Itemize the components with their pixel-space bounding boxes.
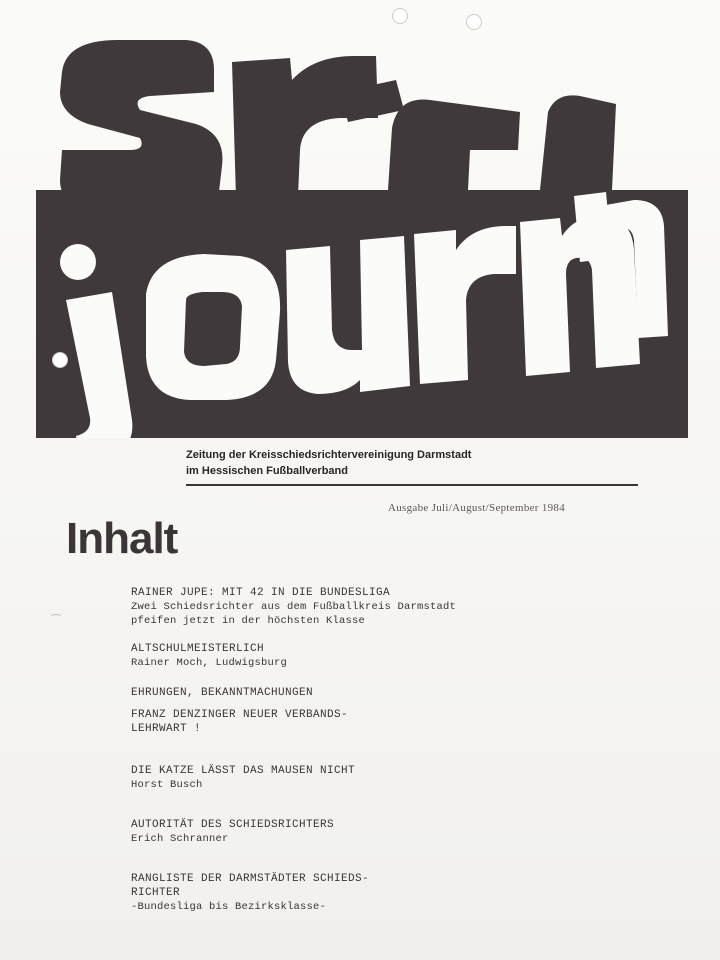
toc-item <box>131 872 571 920</box>
subtitle-line-1: Zeitung der Kreisschiedsrichtervereinigung Darmstadt <box>186 449 472 461</box>
logo-letter-r <box>232 56 378 198</box>
punch-hole <box>52 352 68 368</box>
toc-item-title: EHRUNGEN, BEKANNTMACHUNGEN <box>131 687 314 699</box>
toc-item-subtitle: Rainer Moch, Ludwigsburg <box>131 657 288 669</box>
punch-hole <box>392 8 408 24</box>
margin-mark <box>50 614 62 621</box>
toc-item <box>131 708 571 764</box>
subtitle-rule <box>186 484 638 486</box>
logo-letter-l <box>574 192 612 262</box>
toc-item <box>131 686 571 708</box>
toc-item <box>131 586 571 642</box>
toc-item-title: DIE KATZE LÄSST DAS MAUSEN NICHT <box>131 765 356 777</box>
toc-item-title: ALTSCHULMEISTERLICH <box>131 643 265 655</box>
toc-item <box>131 818 571 872</box>
logo-letter-s <box>60 40 222 205</box>
toc-item-title: RAINER JUPE: MIT 42 IN DIE BUNDESLIGA <box>131 587 391 599</box>
logo-band-extension-2 <box>540 95 616 190</box>
toc-item-subtitle: Zwei Schiedsrichter aus dem Fußballkreis Darmstadt pfeifen jetzt in der höchsten Klasse <box>131 601 457 627</box>
toc-item-title: AUTORITÄT DES SCHIEDSRICHTERS <box>131 819 335 831</box>
subtitle-line-2: im Hessischen Fußballverband <box>186 465 348 477</box>
toc-item-title: FRANZ DENZINGER NEUER VERBANDS- LEHRWART ! <box>131 709 349 735</box>
table-of-contents <box>131 586 571 920</box>
toc-item-subtitle: Horst Busch <box>131 779 203 791</box>
punch-hole <box>466 14 482 30</box>
logo-letter-j-dot <box>60 244 96 280</box>
toc-item <box>131 764 571 818</box>
toc-item-subtitle: -Bundesliga bis Bezirksklasse- <box>131 901 327 913</box>
logo-sr-letters <box>60 40 404 205</box>
toc-item <box>131 642 571 686</box>
issue-date: Ausgabe Juli/August/September 1984 <box>388 502 566 514</box>
toc-item-subtitle: Erich Schranner <box>131 833 229 845</box>
contents-heading: Inhalt <box>66 514 178 563</box>
journal-subtitle <box>186 447 646 479</box>
logo-band-extension <box>388 100 520 190</box>
toc-item-title: RANGLISTE DER DARMSTÄDTER SCHIEDS- RICHTER <box>131 873 370 899</box>
